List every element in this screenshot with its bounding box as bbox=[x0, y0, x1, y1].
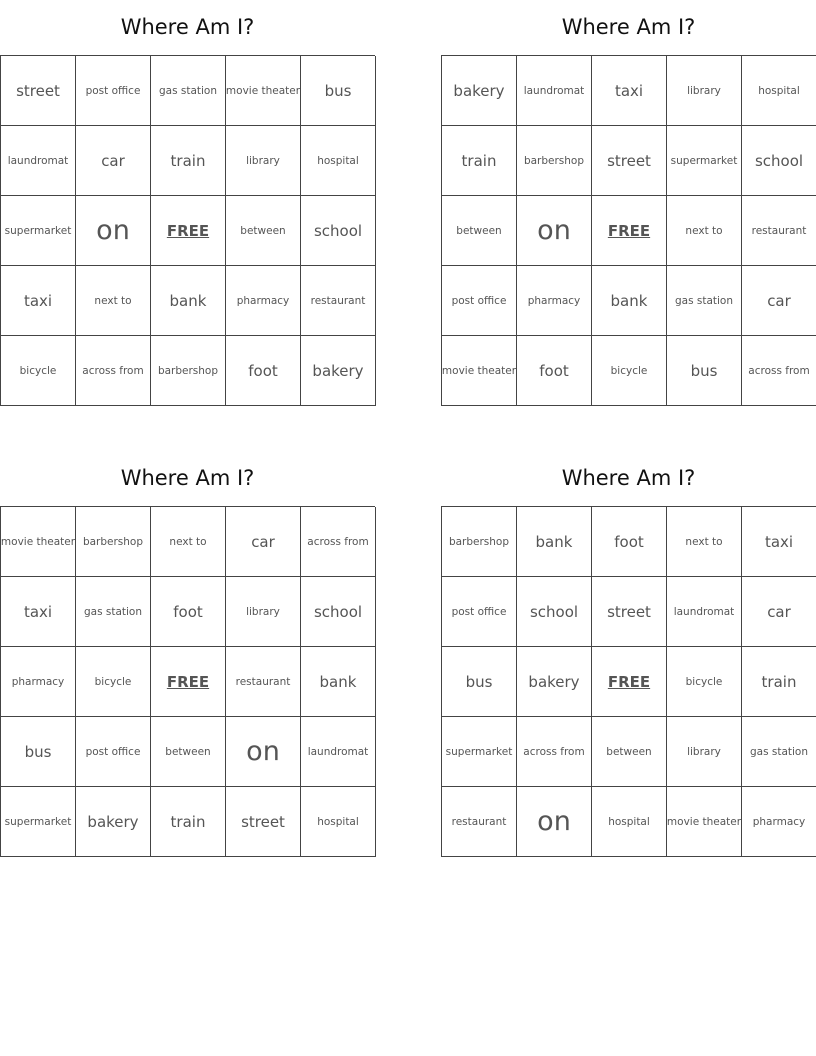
bingo-cell: post office bbox=[442, 266, 517, 336]
bingo-cell: foot bbox=[151, 577, 226, 647]
bingo-cell: foot bbox=[226, 336, 301, 406]
bingo-cell: on bbox=[517, 196, 592, 266]
bingo-cell: library bbox=[667, 56, 742, 126]
bingo-cell: pharmacy bbox=[226, 266, 301, 336]
card-title: Where Am I? bbox=[561, 466, 696, 490]
bingo-cell: barbershop bbox=[151, 336, 226, 406]
bingo-cell: bank bbox=[301, 647, 376, 717]
bingo-cell: laundromat bbox=[301, 717, 376, 787]
bingo-cell: on bbox=[517, 787, 592, 857]
bingo-cell: laundromat bbox=[517, 56, 592, 126]
bingo-cell: laundromat bbox=[667, 577, 742, 647]
bingo-cell: pharmacy bbox=[742, 787, 816, 857]
bingo-cell: across from bbox=[742, 336, 816, 406]
bingo-cell: bus bbox=[667, 336, 742, 406]
free-space: FREE bbox=[592, 196, 667, 266]
bingo-cell: taxi bbox=[1, 577, 76, 647]
bingo-cell: bicycle bbox=[592, 336, 667, 406]
bingo-cell: school bbox=[301, 577, 376, 647]
bingo-cell: barbershop bbox=[517, 126, 592, 196]
card-title: Where Am I? bbox=[561, 15, 696, 39]
bingo-cell: taxi bbox=[592, 56, 667, 126]
bingo-cell: restaurant bbox=[742, 196, 816, 266]
bingo-cell: bakery bbox=[76, 787, 151, 857]
bingo-cell: across from bbox=[76, 336, 151, 406]
bingo-cell: on bbox=[76, 196, 151, 266]
bingo-cell: library bbox=[667, 717, 742, 787]
bingo-cell: post office bbox=[76, 56, 151, 126]
bingo-cell: hospital bbox=[301, 787, 376, 857]
bingo-cell: next to bbox=[76, 266, 151, 336]
bingo-cell: bakery bbox=[442, 56, 517, 126]
bingo-cell: between bbox=[226, 196, 301, 266]
bingo-cell: bus bbox=[301, 56, 376, 126]
bingo-cell: next to bbox=[667, 507, 742, 577]
bingo-cell: restaurant bbox=[442, 787, 517, 857]
bingo-cell: gas station bbox=[151, 56, 226, 126]
bingo-cell: post office bbox=[76, 717, 151, 787]
bingo-cell: car bbox=[226, 507, 301, 577]
bingo-grid bbox=[0, 55, 375, 406]
bingo-cell: library bbox=[226, 577, 301, 647]
bingo-cell: library bbox=[226, 126, 301, 196]
bingo-cell: school bbox=[742, 126, 816, 196]
bingo-cell: between bbox=[592, 717, 667, 787]
bingo-cell: bakery bbox=[301, 336, 376, 406]
bingo-cell: bus bbox=[1, 717, 76, 787]
bingo-grid bbox=[0, 506, 375, 857]
bingo-cell: foot bbox=[592, 507, 667, 577]
bingo-grid bbox=[441, 506, 816, 857]
bingo-cell: hospital bbox=[592, 787, 667, 857]
bingo-cell: restaurant bbox=[226, 647, 301, 717]
bingo-cell: movie theater bbox=[1, 507, 76, 577]
bingo-cell: bank bbox=[151, 266, 226, 336]
bingo-card-1 bbox=[0, 0, 375, 406]
bingo-grid bbox=[441, 55, 816, 406]
bingo-cell: between bbox=[151, 717, 226, 787]
bingo-cell: between bbox=[442, 196, 517, 266]
bingo-cell: gas station bbox=[667, 266, 742, 336]
bingo-card-4 bbox=[441, 451, 816, 857]
bingo-cell: next to bbox=[667, 196, 742, 266]
bingo-card-3 bbox=[0, 451, 375, 857]
bingo-cell: bus bbox=[442, 647, 517, 717]
bingo-cell: movie theater bbox=[226, 56, 301, 126]
bingo-cell: gas station bbox=[76, 577, 151, 647]
bingo-cell: car bbox=[742, 577, 816, 647]
bingo-cell: bank bbox=[592, 266, 667, 336]
bingo-cell: train bbox=[151, 787, 226, 857]
bingo-cell: street bbox=[226, 787, 301, 857]
bingo-cell: post office bbox=[442, 577, 517, 647]
bingo-cell: supermarket bbox=[442, 717, 517, 787]
bingo-cell: train bbox=[742, 647, 816, 717]
bingo-cell: hospital bbox=[742, 56, 816, 126]
bingo-cell: school bbox=[301, 196, 376, 266]
bingo-cell: bicycle bbox=[76, 647, 151, 717]
card-title: Where Am I? bbox=[120, 466, 255, 490]
bingo-cell: restaurant bbox=[301, 266, 376, 336]
bingo-card-2 bbox=[441, 0, 816, 406]
free-space: FREE bbox=[151, 647, 226, 717]
card-title: Where Am I? bbox=[120, 15, 255, 39]
bingo-cell: hospital bbox=[301, 126, 376, 196]
bingo-cell: next to bbox=[151, 507, 226, 577]
free-space: FREE bbox=[592, 647, 667, 717]
bingo-cell: street bbox=[592, 577, 667, 647]
bingo-cell: movie theater bbox=[667, 787, 742, 857]
bingo-cell: barbershop bbox=[76, 507, 151, 577]
bingo-cell: school bbox=[517, 577, 592, 647]
bingo-cell: bakery bbox=[517, 647, 592, 717]
bingo-cell: street bbox=[592, 126, 667, 196]
bingo-cell: taxi bbox=[742, 507, 816, 577]
bingo-cell: bicycle bbox=[1, 336, 76, 406]
bingo-cell: on bbox=[226, 717, 301, 787]
bingo-cell: supermarket bbox=[1, 787, 76, 857]
bingo-cell: laundromat bbox=[1, 126, 76, 196]
bingo-cell: taxi bbox=[1, 266, 76, 336]
bingo-cell: supermarket bbox=[1, 196, 76, 266]
bingo-cell: movie theater bbox=[442, 336, 517, 406]
bingo-cell: across from bbox=[301, 507, 376, 577]
bingo-cell: train bbox=[442, 126, 517, 196]
bingo-cell: supermarket bbox=[667, 126, 742, 196]
bingo-cell: pharmacy bbox=[1, 647, 76, 717]
bingo-cell: car bbox=[76, 126, 151, 196]
bingo-cell: barbershop bbox=[442, 507, 517, 577]
bingo-cell: bicycle bbox=[667, 647, 742, 717]
bingo-cell: foot bbox=[517, 336, 592, 406]
free-space: FREE bbox=[151, 196, 226, 266]
bingo-cell: gas station bbox=[742, 717, 816, 787]
bingo-cell: street bbox=[1, 56, 76, 126]
bingo-cell: across from bbox=[517, 717, 592, 787]
bingo-cell: bank bbox=[517, 507, 592, 577]
bingo-cell: train bbox=[151, 126, 226, 196]
bingo-cell: car bbox=[742, 266, 816, 336]
bingo-cell: pharmacy bbox=[517, 266, 592, 336]
